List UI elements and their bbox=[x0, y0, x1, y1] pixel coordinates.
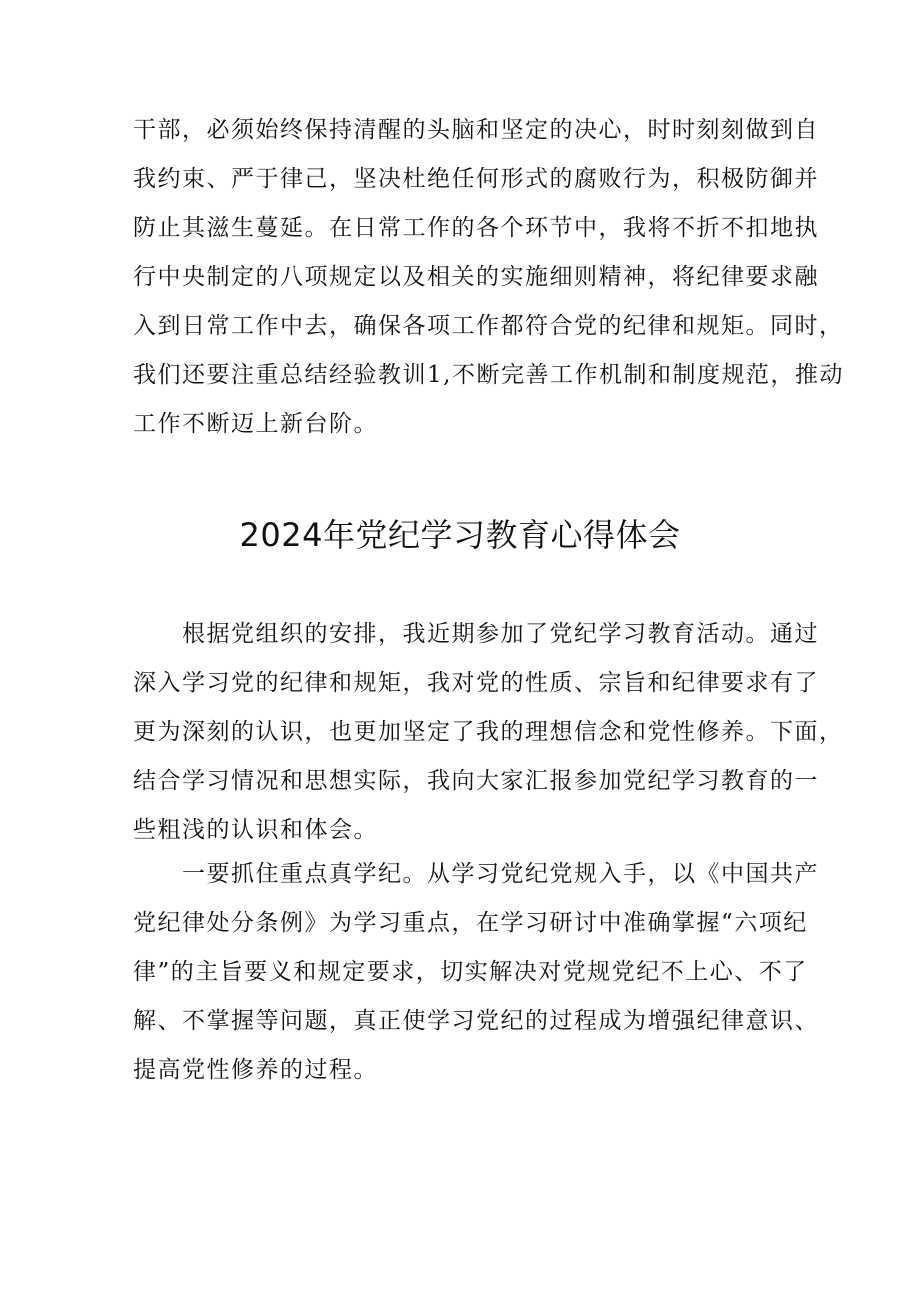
paragraph-line: 些粗浅的认识和体会。 bbox=[133, 817, 378, 843]
paragraph-line: 我们还要注重总结经验教训1,不断完善工作机制和制度规范，推动 bbox=[133, 362, 844, 388]
intro-paragraph bbox=[133, 610, 844, 855]
paragraph-line: 我约束、严于律己，坚决杜绝任何形式的腐败行为，积极防御并 bbox=[133, 166, 819, 192]
paragraph-line: 入到日常工作中去，确保各项工作都符合党的纪律和规矩。同时， bbox=[133, 313, 844, 339]
point-one-paragraph bbox=[133, 850, 819, 1095]
paragraph-line: 更为深刻的认识，也更加坚定了我的理想信念和党性修养。下面， bbox=[133, 719, 844, 745]
paragraph-line: 一要抓住重点真学纪。从学习党纪党规入手，以《中国共产 bbox=[133, 861, 819, 887]
paragraph-line: 解、不掌握等问题，真正使学习党纪的过程成为增强纪律意识、 bbox=[133, 1008, 819, 1034]
paragraph-line: 防止其滋生蔓延。在日常工作的各个环节中，我将不折不扣地执 bbox=[133, 215, 819, 241]
paragraph-line: 提高党性修养的过程。 bbox=[133, 1057, 378, 1083]
paragraph-line: 工作不断迈上新台阶。 bbox=[133, 411, 378, 437]
document-title: 2024年党纪学习教育心得体会 bbox=[239, 516, 681, 554]
paragraph-line: 律”的主旨要义和规定要求，切实解决对党规党纪不上心、不了 bbox=[133, 959, 808, 985]
continued-paragraph bbox=[133, 106, 844, 449]
paragraph-line: 行中央制定的八项规定以及相关的实施细则精神，将纪律要求融 bbox=[133, 264, 819, 290]
paragraph-line: 深入学习党的纪律和规矩，我对党的性质、宗旨和纪律要求有了 bbox=[133, 670, 819, 696]
paragraph-line: 干部，必须始终保持清醒的头脑和坚定的决心，时时刻刻做到自 bbox=[133, 117, 819, 143]
paragraph-line: 根据党组织的安排，我近期参加了党纪学习教育活动。通过 bbox=[133, 621, 819, 647]
paragraph-line: 结合学习情况和思想实际，我向大家汇报参加党纪学习教育的一 bbox=[133, 768, 819, 794]
paragraph-line: 党纪律处分条例》为学习重点，在学习研讨中准确掌握“六项纪 bbox=[133, 910, 808, 936]
